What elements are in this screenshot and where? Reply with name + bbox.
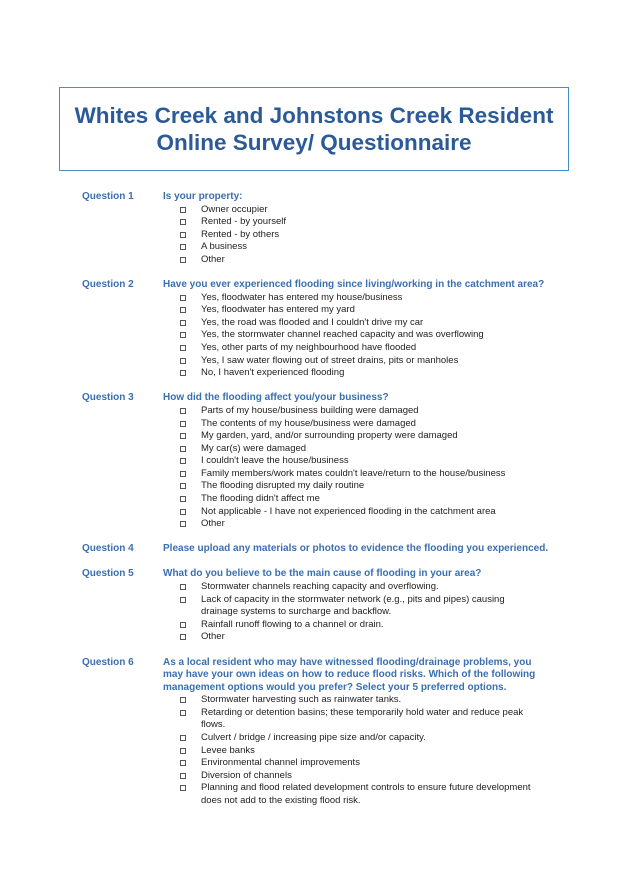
checkbox-icon[interactable] (180, 748, 186, 754)
checkbox-icon[interactable] (180, 622, 186, 628)
checkbox-icon[interactable] (180, 307, 186, 313)
option-label: Other (201, 253, 225, 265)
checkbox-icon[interactable] (180, 433, 186, 439)
question-body (163, 657, 543, 808)
option-label: The flooding didn't affect me (201, 493, 320, 505)
option-label: Rented - by others (201, 228, 280, 240)
question-text: As a local resident who may have witnessed flooding/drainage problems, you may have your own ideas on how to reduce flood risks. Which of the following management options would you prefer? Select your 5 preferred options. (163, 656, 536, 693)
option-label: Levee banks (201, 744, 255, 756)
options-list (163, 204, 543, 267)
option-label: Yes, I saw water flowing out of street drains, pits or manholes (201, 354, 459, 366)
option-item[interactable] (163, 745, 543, 758)
checkbox-icon[interactable] (180, 597, 186, 603)
option-item[interactable] (163, 367, 543, 380)
options-list (163, 405, 543, 531)
checkbox-icon[interactable] (180, 232, 186, 238)
option-label: Yes, the stormwater channel reached capacity and was overflowing (201, 329, 484, 341)
checkbox-icon[interactable] (180, 584, 186, 590)
page-title-line-2: Online Survey/ Questionnaire (156, 130, 472, 155)
option-item[interactable] (163, 292, 543, 305)
option-item[interactable] (163, 782, 543, 807)
checkbox-icon[interactable] (180, 219, 186, 225)
options-list (163, 292, 543, 380)
checkbox-icon[interactable] (180, 521, 186, 527)
checkbox-icon[interactable] (180, 735, 186, 741)
option-item[interactable] (163, 229, 543, 242)
question-block-1 (0, 191, 628, 267)
option-item[interactable] (163, 518, 543, 531)
option-item[interactable] (163, 757, 543, 770)
checkbox-icon[interactable] (180, 320, 186, 326)
option-label: Stormwater channels reaching capacity and overflowing. (201, 581, 439, 593)
option-label: Not applicable - I have not experienced flooding in the catchment area (201, 505, 496, 517)
checkbox-icon[interactable] (180, 446, 186, 452)
checkbox-icon[interactable] (180, 785, 186, 791)
question-label: Question 3 (82, 392, 134, 404)
option-label: Diversion of channels (201, 769, 292, 781)
option-item[interactable] (163, 581, 543, 594)
option-item[interactable] (163, 468, 543, 481)
option-item[interactable] (163, 342, 543, 355)
option-label: Other (201, 631, 225, 643)
option-label: Rented - by yourself (201, 216, 287, 228)
checkbox-icon[interactable] (180, 370, 186, 376)
option-label: Yes, floodwater has entered my house/business (201, 291, 403, 303)
option-label: Family members/work mates couldn't leave/return to the house/business (201, 467, 506, 479)
checkbox-icon[interactable] (180, 496, 186, 502)
option-label: Yes, other parts of my neighbourhood have flooded (201, 342, 417, 354)
survey-title-box (59, 87, 569, 171)
option-item[interactable] (163, 493, 543, 506)
option-label: Rainfall runoff flowing to a channel or drain. (201, 618, 384, 630)
question-text: Please upload any materials or photos to evidence the flooding you experienced. (163, 543, 549, 555)
option-label: Stormwater harvesting such as rainwater tanks. (201, 694, 402, 706)
option-item[interactable] (163, 405, 543, 418)
checkbox-icon[interactable] (180, 710, 186, 716)
checkbox-icon[interactable] (180, 760, 186, 766)
option-item[interactable] (163, 480, 543, 493)
question-label: Question 1 (82, 191, 134, 202)
checkbox-icon[interactable] (180, 634, 186, 640)
option-label: A business (201, 241, 247, 253)
option-label: The contents of my house/business were damaged (201, 417, 416, 429)
question-block-4 (0, 543, 628, 556)
option-label: Lack of capacity in the stormwater network (e.g., pits and pipes) causing drainage systems to surcharge and backflow. (201, 593, 505, 618)
checkbox-icon[interactable] (180, 509, 186, 515)
question-block-5 (0, 568, 628, 644)
option-item[interactable] (163, 304, 543, 317)
option-label: Owner occupier (201, 203, 268, 215)
option-item[interactable] (163, 455, 543, 468)
question-body (163, 568, 543, 644)
option-label: The flooding disrupted my daily routine (201, 480, 365, 492)
options-list (163, 581, 543, 644)
option-label: Other (201, 518, 225, 530)
question-block-3 (0, 392, 628, 531)
option-item[interactable] (163, 241, 543, 254)
checkbox-icon[interactable] (180, 332, 186, 338)
options-list (163, 694, 543, 807)
option-label: My garden, yard, and/or surrounding property were damaged (201, 430, 458, 442)
checkbox-icon[interactable] (180, 408, 186, 414)
option-label: Planning and flood related development controls to ensure future development does not add to the existing flood risk. (201, 782, 531, 807)
option-label: Environmental channel improvements (201, 757, 360, 769)
option-item[interactable] (163, 694, 543, 707)
question-text: Is your property: (163, 191, 243, 202)
option-item[interactable] (163, 254, 543, 267)
question-body (163, 392, 543, 531)
question-body (163, 191, 543, 267)
question-text: How did the flooding affect you/your business? (163, 392, 389, 404)
option-item[interactable] (163, 631, 543, 644)
question-text: What do you believe to be the main cause of flooding in your area? (163, 568, 482, 580)
option-label: No, I haven't experienced flooding (201, 367, 345, 379)
option-item[interactable] (163, 443, 543, 456)
option-item[interactable] (163, 619, 543, 632)
question-label: Question 6 (82, 656, 134, 668)
checkbox-icon[interactable] (180, 345, 186, 351)
checkbox-icon[interactable] (180, 458, 186, 464)
option-label: Culvert / bridge / increasing pipe size and/or capacity. (201, 732, 426, 744)
option-item[interactable] (163, 430, 543, 443)
checkbox-icon[interactable] (180, 773, 186, 779)
option-item[interactable] (163, 418, 543, 431)
checkbox-icon[interactable] (180, 207, 186, 213)
question-block-6 (0, 657, 628, 808)
option-label: Parts of my house/business building were damaged (201, 404, 419, 416)
question-label: Question 4 (82, 543, 134, 555)
questions-list (0, 191, 628, 820)
page-title-line-1: Whites Creek and Johnstons Creek Resident (74, 103, 554, 128)
question-block-2 (0, 279, 628, 380)
option-item[interactable] (163, 506, 543, 519)
option-label: Yes, floodwater has entered my yard (201, 304, 355, 316)
option-item[interactable] (163, 707, 543, 732)
checkbox-icon[interactable] (180, 244, 186, 250)
option-label: Retarding or detention basins; these temporarily hold water and reduce peak flows. (201, 706, 524, 731)
question-text: Have you ever experienced flooding since living/working in the catchment area? (163, 279, 545, 291)
option-item[interactable] (163, 732, 543, 745)
option-label: Yes, the road was flooded and I couldn't drive my car (201, 316, 424, 328)
option-label: I couldn't leave the house/business (201, 455, 349, 467)
checkbox-icon[interactable] (180, 257, 186, 263)
checkbox-icon[interactable] (180, 295, 186, 301)
option-label: My car(s) were damaged (201, 442, 307, 454)
option-item[interactable] (163, 216, 543, 229)
option-item[interactable] (163, 204, 543, 217)
checkbox-icon[interactable] (180, 483, 186, 489)
checkbox-icon[interactable] (180, 471, 186, 477)
question-body (163, 543, 549, 556)
question-label: Question 2 (82, 279, 134, 291)
option-item[interactable] (163, 317, 543, 330)
question-body (163, 279, 543, 380)
option-item[interactable] (163, 594, 543, 619)
question-label: Question 5 (82, 568, 134, 580)
checkbox-icon[interactable] (180, 358, 186, 364)
option-item[interactable] (163, 770, 543, 783)
checkbox-icon[interactable] (180, 697, 186, 703)
option-item[interactable] (163, 355, 543, 368)
option-item[interactable] (163, 329, 543, 342)
checkbox-icon[interactable] (180, 421, 186, 427)
